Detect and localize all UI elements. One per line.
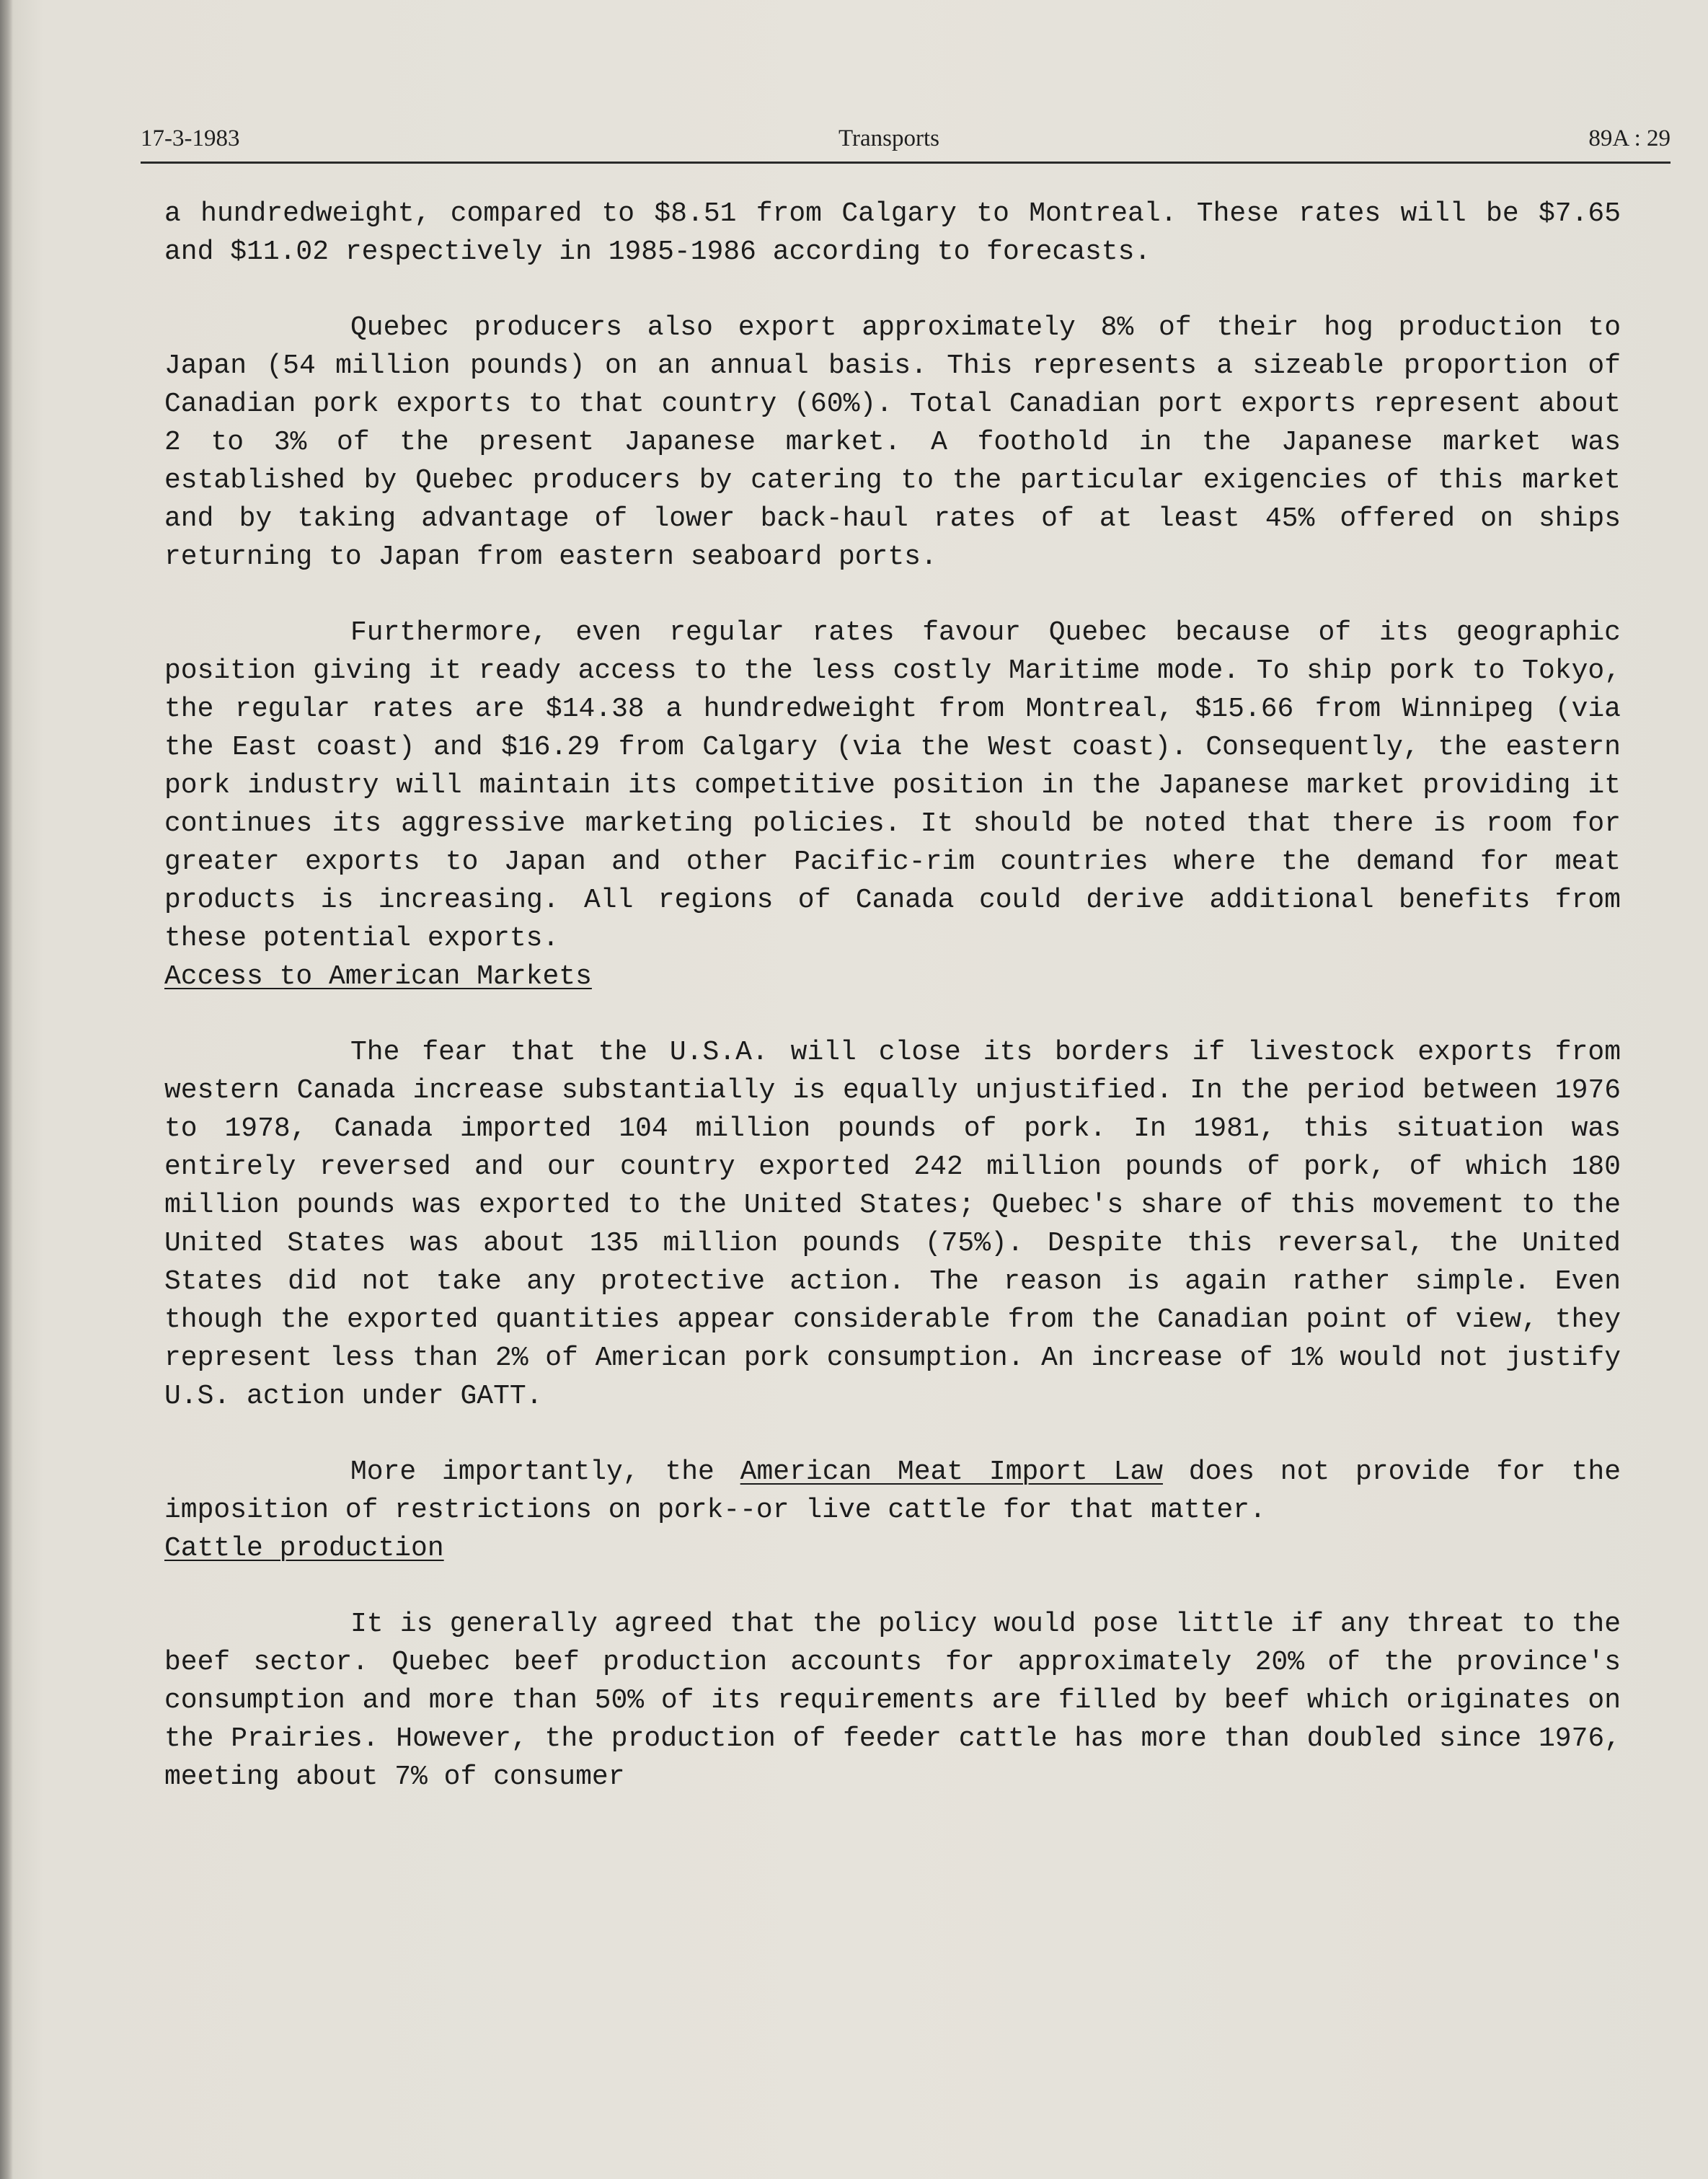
paragraph-rates-continued: a hundredweight, compared to $8.51 from Calgary to Montreal. These rates will be $7.65 and $11.02 respectively in 1985-1986 according to forecasts. [164,198,1621,268]
page-header [141,123,1671,162]
paragraph-beef-sector: It is generally agreed that the policy would pose little if any threat to the beef sector. Quebec beef production accounts for approximately 20% of the province's consumption and more than 50% of its requirements are filled by beef which originates on the Prairies. However, the production of feeder cattle has more than doubled since 1976, meeting about 7% of consumer [164,1609,1621,1793]
page-binding-edge [0,0,13,2179]
heading-cattle-production: Cattle production [164,1533,444,1564]
paragraph-us-borders: The fear that the U.S.A. will close its borders if livestock exports from western Canada increase substantially is equally unjustified. In the period between 1976 to 1978, Canada imported 104 million pounds of pork. In 1981, this situation was entirely reversed and our country exported 242 million pounds of pork, of which 180 million pounds was exported to the United States; Quebec's share of this movement to the United States was about 135 million pounds (75%). Despite this reversal, the United States did not take any protective action. The reason is again rather simple. Even though the exported quantities appear considerable from the Canadian point of view, they represent less than 2% of American pork consumption. An increase of 1% would not justify U.S. action under GATT. [164,1037,1621,1412]
header-page-number: 89A : 29 [1588,125,1671,151]
header-title: Transports [838,125,939,151]
meat-import-law-title: American Meat Import Law [740,1457,1163,1488]
paragraph-meat-import-law [164,1453,1621,1529]
paragraph-japan-exports: Quebec producers also export approximately 8% of their hog production to Japan (54 million pounds) on an annual basis. This represents a sizeable proportion of Canadian pork exports to that country (60%). Total Canadian port exports represent about 2 to 3% of the present Japanese market. A foothold in the Japanese market was established by Quebec producers by catering to the particular exigencies of this market and by taking advantage of lower back-haul rates of at least 45% offered on ships returning to Japan from eastern seaboard ports. [164,312,1621,573]
paragraph-regular-rates: Furthermore, even regular rates favour Quebec because of its geographic position giving it ready access to the less costly Maritime mode. To ship pork to Tokyo, the regular rates are $14.38 a hundredweight from Montreal, $15.66 from Winnipeg (via the East coast) and $16.29 from Calgary (via the West coast). Consequently, the eastern pork industry will maintain its competitive position in the Japanese market providing it continues its aggressive marketing policies. It should be noted that there is room for greater exports to Japan and other Pacific-rim countries where the demand for meat products is increasing. All regions of Canada could derive additional benefits from these potential exports. [164,617,1621,954]
meat-import-law-tail: does not provide for the imposition of restrictions on pork--or live cattle for that matter. [164,1457,1621,1526]
header-date: 17-3-1983 [141,125,240,151]
meat-import-law-lead: More importantly, the [350,1457,740,1488]
document-body [164,195,1621,1796]
header-rule [141,162,1671,164]
heading-access-american-markets: Access to American Markets [164,961,592,992]
